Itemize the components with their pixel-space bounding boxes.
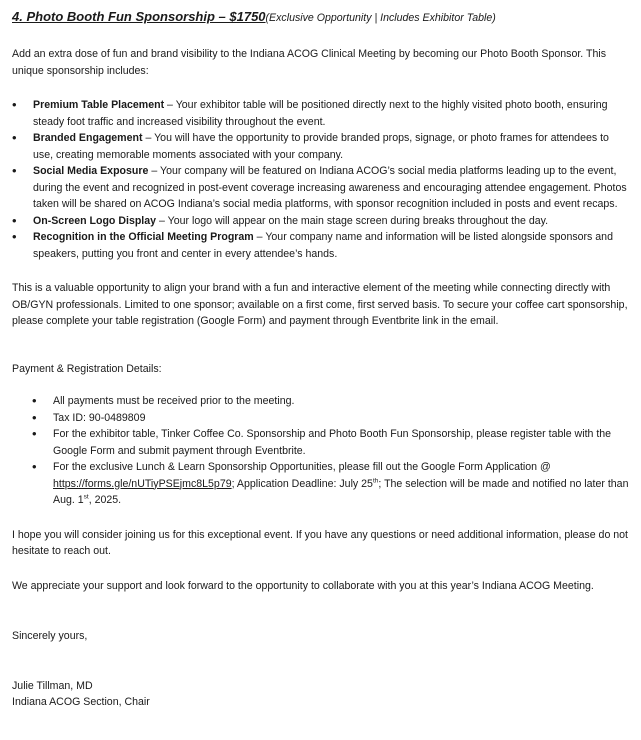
- appreciate-paragraph: We appreciate your support and look forward to the opportunity to collaborate with you at this year’s Indiana ACOG Meeting.: [12, 579, 594, 592]
- intro-paragraph: Add an extra dose of fun and brand visibility to the Indiana ACOG Clinical Meeting by becoming our Photo Booth Sponsor. This unique sponsorship includes:: [12, 48, 606, 77]
- payment-list: [12, 393, 631, 509]
- notification-text: ; The selection will be made and notified no later than Aug. 1: [53, 477, 629, 506]
- benefit-term: Branded Engagement: [33, 132, 143, 144]
- payment-item-text: For the exclusive Lunch & Learn Sponsorship Opportunities, please fill out the Google Form Application @: [53, 461, 551, 473]
- payment-item: [12, 459, 631, 509]
- benefit-item: [12, 97, 631, 130]
- benefit-term: Social Media Exposure: [33, 165, 149, 177]
- page-title: 4. Photo Booth Fun Sponsorship – $1750: [12, 9, 266, 24]
- payment-item: • All payments must be received prior to the meeting.: [12, 393, 631, 410]
- benefit-text: – You will have the opportunity to provide branded props, signage, or photo frames for attendees to use, creating memorable moments associated with your company.: [33, 132, 609, 161]
- signature-name: Julie Tillman, MD: [12, 679, 93, 692]
- hope-paragraph: I hope you will consider joining us for this exceptional event. If you have any questions or need additional information, please do not hesitate to reach out.: [12, 528, 628, 557]
- year-text: , 2025.: [88, 494, 122, 506]
- ordinal-suffix: th: [372, 476, 379, 484]
- payment-item: • Tax ID: 90-0489809: [12, 410, 631, 427]
- payment-heading: Payment & Registration Details:: [12, 362, 162, 375]
- benefit-term: Premium Table Placement: [33, 99, 165, 111]
- signature-role: Indiana ACOG Section, Chair: [12, 696, 150, 708]
- benefit-text: – Your logo will appear on the main stage screen during breaks throughout the day.: [156, 214, 549, 227]
- benefit-item: [12, 163, 631, 213]
- benefit-text: – Your company name and information will be listed alongside sponsors and speakers, putting you front and center in every attendee’s hands.: [33, 231, 613, 260]
- benefits-list: [12, 97, 631, 262]
- title-line: [12, 8, 631, 27]
- benefit-item: [12, 213, 631, 230]
- page-subtitle: (Exclusive Opportunity | Includes Exhibitor Table): [265, 12, 496, 24]
- benefit-item: [12, 130, 631, 163]
- payment-item: • For the exhibitor table, Tinker Coffee Co. Sponsorship and Photo Booth Fun Sponsorship, please register table with the Google Form and submit payment through Eventbrite.: [12, 426, 631, 459]
- deadline-text: ; Application Deadline: July 25: [231, 477, 373, 490]
- benefit-term: Recognition in the Official Meeting Program: [33, 231, 254, 243]
- signoff: Sincerely yours,: [12, 630, 88, 642]
- benefit-text: – Your exhibitor table will be positioned directly next to the highly visited photo booth, ensuring steady foot traffic and increased visibility throughout the event.: [33, 99, 608, 128]
- ordinal-suffix: st: [83, 493, 89, 501]
- benefit-term: On-Screen Logo Display: [33, 214, 157, 227]
- closing-paragraph: This is a valuable opportunity to align your brand with a fun and interactive element of the meeting while connecting directly with OB/GYN professionals. Limited to one sponsor; available on a first come, first served basis. To secure your coffee cart sponsorship, please complete your table registration (Google Form) and payment through Eventbrite link in the email.: [12, 282, 628, 327]
- benefit-item: [12, 229, 631, 262]
- google-form-link[interactable]: https://forms.gle/nUTiyPSEjmc8L5p79: [53, 477, 232, 490]
- benefit-text: – Your company will be featured on Indiana ACOG’s social media platforms leading up to the event, during the event and recognized in post-event coverage increasing awareness and encouraging attendee engagement. Photos taken will be shared on ACOG Indiana’s social media platforms, with sponsor recognition included in posts and event recaps.: [33, 165, 627, 210]
